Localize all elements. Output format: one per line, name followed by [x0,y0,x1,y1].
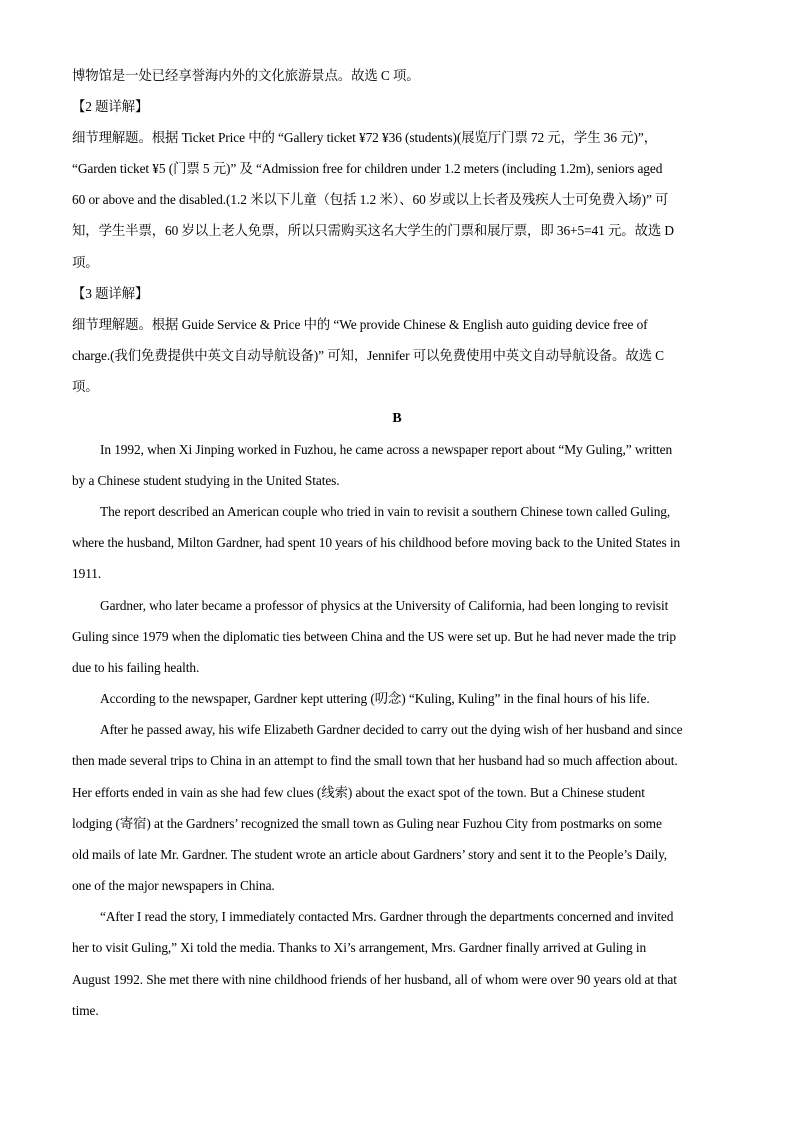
passage-line: “After I read the story, I immediately contacted Mrs. Gardner through the departments concerned and invited [100,909,674,924]
answer-line: 60 or above and the disabled.(1.2 米以下儿童（包括 1.2 米）、60 岁或以上长者及残疾人士可免费入场)” 可 [72,192,669,207]
passage-line: Her efforts ended in vain as she had few clues (线索) about the exact spot of the town. But a Chinese student [72,785,645,800]
passage-line: old mails of late Mr. Gardner. The student wrote an article about Gardners’ story and sent it to the People’s Daily, [72,847,668,862]
answer-line: 博物馆是一处已经享誉海内外的文化旅游景点。故选 C 项。 [72,68,420,83]
answer-line: 项。 [72,255,99,270]
passage-line: time. [72,1003,99,1018]
passage-line: her to visit Guling,” Xi told the media. Thanks to Xi’s arrangement, Mrs. Gardner finally arrived at Guling in [72,940,647,955]
passage-line: due to his failing health. [72,660,200,675]
passage-line: August 1992. She met there with nine childhood friends of her husband, all of whom were over 90 years old at that [72,972,677,987]
passage-line: then made several trips to China in an attempt to find the small town that her husband had so much affection about. [72,753,678,768]
passage-line: lodging (寄宿) at the Gardners’ recognized the small town as Guling near Fuzhou City from postmarks on some [72,816,662,831]
passage-line: Gardner, who later became a professor of physics at the University of California, had been longing to revisit [100,598,669,613]
passage-line: one of the major newspapers in China. [72,878,275,893]
answer-line: “Garden ticket ¥5 (门票 5 元)” 及 “Admission free for children under 1.2 meters (including 1.2m), seniors aged [72,161,663,176]
passage-line: by a Chinese student studying in the United States. [72,473,340,488]
answer-line: 细节理解题。根据 Guide Service & Price 中的 “We provide Chinese & English auto guiding device free of [72,317,648,332]
answer-line: charge.(我们免费提供中英文自动导航设备)” 可知，Jennifer 可以免费使用中英文自动导航设备。故选 C [72,348,665,363]
passage-line: where the husband, Milton Gardner, had spent 10 years of his childhood before moving back to the United States in [72,535,681,550]
passage-heading: B [392,411,402,426]
passage-line: The report described an American couple who tried in vain to revisit a southern Chinese town called Guling, [100,504,671,519]
answer-line: 细节理解题。根据 Ticket Price 中的 “Gallery ticket ¥72 ¥36 (students)(展览厅门票 72 元，学生 36 元)”， [72,130,657,145]
passage-line: 1911. [72,566,102,581]
answer-line: 项。 [72,379,99,394]
passage-line: In 1992, when Xi Jinping worked in Fuzhou, he came across a newspaper report about “My Guling,” written [100,442,673,457]
passage-line: After he passed away, his wife Elizabeth Gardner decided to carry out the dying wish of her husband and since [100,722,683,737]
answer-line: 知，学生半票，60 岁以上老人免票，所以只需购买这名大学生的门票和展厅票，即 36+5=41 元。故选 D [72,223,674,238]
passage-line: Guling since 1979 when the diplomatic ties between China and the US were set up. But he had never made the trip [72,629,676,644]
section-label-q2: 【2 题详解】 [72,99,149,114]
passage-line: According to the newspaper, Gardner kept uttering (叨念) “Kuling, Kuling” in the final hours of his life. [100,691,650,706]
section-label-q3: 【3 题详解】 [72,286,149,301]
